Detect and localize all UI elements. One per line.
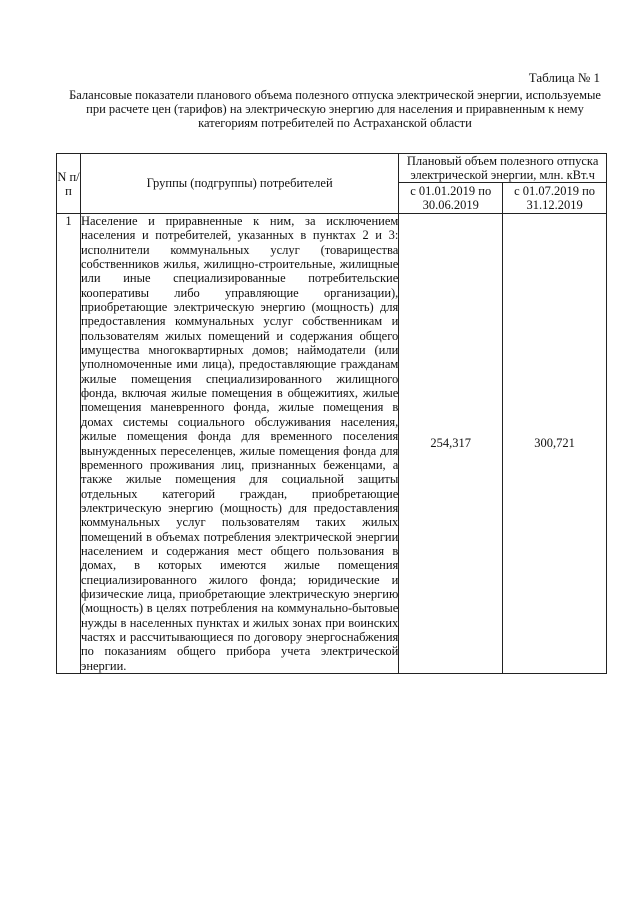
row-description: Население и приравненные к ним, за исключением населения и потребителей, указанных в пунктах 2 и 3: исполнители коммунальных услуг (товарищества собственников жилья, жилищно-строительные, жилищные или иные специализированные потребительские кооперативы либо управляющие организации), приобретающие электрическую энергию (мощность) для предоставления коммунальных услуг собственникам и пользователям жилых помещений и содержания общего имущества многоквартирных домов; наймодатели (или уполномоченные ими лица), предоставляющие гражданам жилые помещения специализированного жилищного фонда, включая жилые помещения в общежитиях, жилые помещения маневренного фонда, жилые помещения в домах системы социального обслуживания населения, жилые помещения фонда для временного поселения вынужденных переселенцев, жилые помещения фонда для временного проживания лиц, признанных беженцами, а также жилые помещения для социальной защиты отдельных категорий граждан, приобретающие электрическую энергию (мощность) для предоставления коммунальных услуг пользователям таких жилых помещений в объемах потребления электрической энергии населением и содержания мест общего пользования в домах, в которых имеются жилые помещения специализированного жилого фонда; юридические и физические лица, приобретающие электрическую энергию (мощность) в целях потребления на коммунально-бытовые нужды в населенных пунктах и жилых зонах при воинских частях и рассчитывающиеся по договору энергоснабжения по показаниям общего прибора учета электрической энергии. <box>80 214 399 673</box>
row-value-period-1: 254,317 <box>399 214 503 674</box>
row-value-period-2: 300,721 <box>503 214 607 674</box>
column-header-groups: Группы (подгруппы) потребителей <box>80 154 398 214</box>
table-number-label: Таблица № 1 <box>528 70 600 85</box>
balance-table <box>56 153 607 674</box>
document-title: Балансовые показатели планового объема полезного отпуска электрической энергии, используемые при расчете цен (тарифов) на электрическую энергию для населения и приравненным к нему категориям потребителей по Астраханской области <box>69 88 601 130</box>
column-header-period-2: с 01.07.2019 по 31.12.2019 <box>503 183 607 214</box>
column-header-number: N п/п <box>57 154 81 214</box>
column-header-plan: Плановый объем полезного отпуска электрической энергии, млн. кВт.ч <box>399 154 607 183</box>
column-header-period-1: с 01.01.2019 по 30.06.2019 <box>399 183 503 214</box>
header-row <box>57 154 607 183</box>
row-number: 1 <box>57 214 81 674</box>
table-row <box>57 214 607 674</box>
